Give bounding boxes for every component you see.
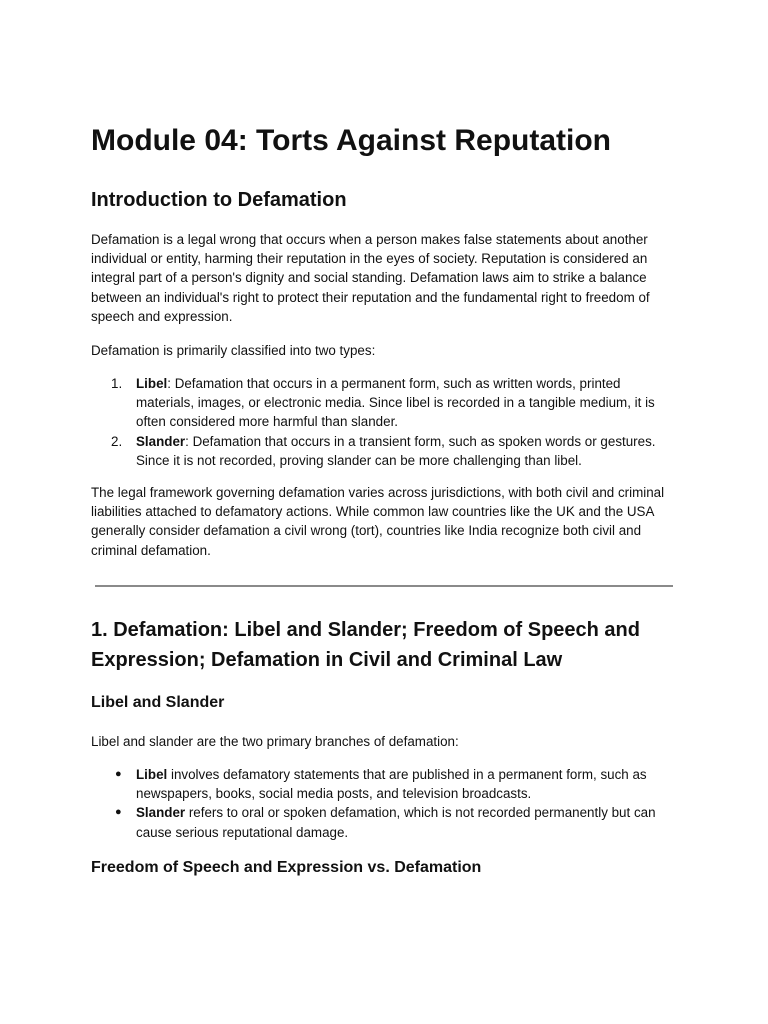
bullet-item-slander: [91, 803, 675, 841]
freedom-speech-heading: Freedom of Speech and Expression vs. Defamation: [91, 859, 482, 876]
libel-slander-paragraph: Libel and slander are the two primary branches of defamation:: [91, 734, 459, 749]
section-1-heading: 1. Defamation: Libel and Slander; Freedom of Speech and Expression; Defamation in Civil and Criminal Law: [91, 619, 640, 671]
term-slander: Slander: [136, 805, 186, 821]
intro-paragraph-1: Defamation is a legal wrong that occurs when a person makes false statements about another individual or entity, harming their reputation in the eyes of society. Reputation is considered an integral part of a person's dignity and social standing. Defamation laws aim to strike a balance between an individual's right to protect their reputation and the fundamental right to freedom of speech and expression.: [91, 232, 650, 324]
intro-paragraph-2: Defamation is primarily classified into two types:: [91, 343, 376, 358]
bullet-icon: ●: [115, 768, 122, 780]
defamation-types-list: [91, 374, 675, 470]
list-item-slander: [91, 432, 675, 470]
term-slander: Slander: [136, 433, 186, 449]
bullet-icon: ●: [115, 806, 122, 819]
slander-definition: : Defamation that occurs in a transient form, such as spoken words or gestures. Since it is not recorded, proving slander can be more challenging than libel.: [136, 433, 656, 468]
libel-slander-heading: Libel and Slander: [91, 694, 225, 711]
list-marker: 1.: [111, 376, 123, 391]
list-marker: 2.: [111, 433, 123, 449]
libel-slander-bullets: [91, 765, 675, 842]
term-libel: Libel: [136, 376, 168, 391]
intro-paragraph-3: The legal framework governing defamation varies across jurisdictions, with both civil and criminal liabilities attached to defamatory actions. While common law countries like the UK and the USA generally consider defamation a civil wrong (tort), countries like India recognize both civil and criminal defamation.: [91, 485, 665, 558]
intro-heading: Introduction to Defamation: [91, 189, 347, 211]
list-item-libel: [91, 374, 675, 432]
module-title: Module 04: Torts Against Reputation: [91, 124, 612, 157]
term-libel: Libel: [136, 767, 168, 782]
bullet-item-libel: [91, 765, 675, 803]
libel-description: involves defamatory statements that are published in a permanent form, such as newspapers, books, social media posts, and television broadcasts.: [136, 767, 647, 802]
libel-definition: : Defamation that occurs in a permanent form, such as written words, printed materials, images, or electronic media. Since libel is recorded in a tangible medium, it is often considered more harmful than slander.: [136, 376, 655, 430]
slander-description: refers to oral or spoken defamation, which is not recorded permanently but can cause serious reputational damage.: [136, 805, 656, 840]
section-divider: [95, 585, 673, 587]
